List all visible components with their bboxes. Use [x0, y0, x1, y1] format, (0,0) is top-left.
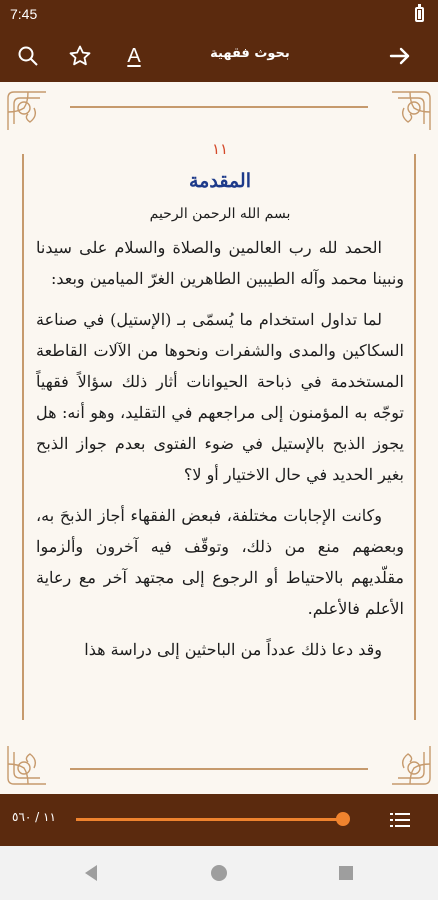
- ornament-top-left-icon: [4, 88, 50, 134]
- font-size-icon: A: [127, 44, 141, 67]
- battery-icon: [415, 7, 424, 22]
- star-icon: [68, 44, 92, 68]
- paragraph: لما تداول استخدام ما يُسمّى بـ (الإستيل) في صناعة السكاكين والمدى والشفرات ونحوها من الآلات القاطعة المستخدمة في ذباحة الحيوانات أثار ذلك سؤالاً فقهياً توجّه به المؤمنون إلى مراجعهم في التقليد، وهو أنه: هل يجوز الذبح بالإستيل في ضوء الفتوى بعدم جواز الذبح بغير الحديد في حال الاختيار أو لا؟: [36, 310, 404, 484]
- status-bar: [0, 0, 438, 30]
- home-circle-icon: [209, 863, 229, 883]
- book-title: بحوث فقهية: [210, 46, 290, 61]
- page-slider-fill: [76, 818, 343, 821]
- system-nav-bar: [0, 846, 438, 900]
- frame-bottom-border: [70, 768, 368, 770]
- book-page[interactable]: [0, 82, 438, 794]
- back-triangle-icon: [82, 863, 102, 883]
- page-slider-thumb[interactable]: [336, 812, 350, 826]
- font-size-button[interactable]: [120, 42, 148, 70]
- search-icon: [16, 44, 40, 68]
- back-nav-button[interactable]: [82, 863, 102, 883]
- frame-top-border: [70, 106, 368, 108]
- table-of-contents-icon: [388, 808, 412, 832]
- page-number: ١١: [211, 140, 229, 158]
- status-time: 7:45: [10, 6, 38, 22]
- ornament-top-right-icon: [388, 88, 434, 134]
- forward-arrow-icon: [388, 44, 412, 68]
- page-slider[interactable]: [76, 818, 348, 821]
- search-button[interactable]: [14, 42, 42, 70]
- paragraph: وقد دعا ذلك عدداً من الباحثين إلى دراسة هذا: [84, 640, 382, 659]
- app-bar: [0, 30, 438, 82]
- basmala: بسم الله الرحمن الرحيم: [149, 206, 291, 222]
- bookmark-button[interactable]: [66, 42, 94, 70]
- table-of-contents-button[interactable]: [388, 808, 412, 832]
- page-content: [30, 140, 410, 760]
- recents-square-icon: [336, 863, 356, 883]
- chapter-title: المقدمة: [188, 170, 251, 192]
- frame-left-border: [22, 154, 24, 720]
- bottom-toolbar: [0, 794, 438, 846]
- frame-right-border: [414, 154, 416, 720]
- paragraph: وكانت الإجابات مختلفة، فبعض الفقهاء أجاز الذبحَ به، وبعضهم منع من ذلك، وتوقّف فيه آخرون وألزموا مقلّديهم بالاحتياط أو الرجوع إلى مجتهد آخر مع رعاية الأعلم فالأعلم.: [36, 506, 404, 618]
- home-nav-button[interactable]: [209, 863, 229, 883]
- page-count: ١١ / ٥٦٠: [12, 810, 56, 824]
- paragraph: الحمد لله رب العالمين والصلاة والسلام على سيدنا ونبينا محمد وآله الطيبين الطاهرين الغرّ الميامين وبعد:: [36, 238, 404, 288]
- recents-nav-button[interactable]: [336, 863, 356, 883]
- forward-button[interactable]: [386, 42, 414, 70]
